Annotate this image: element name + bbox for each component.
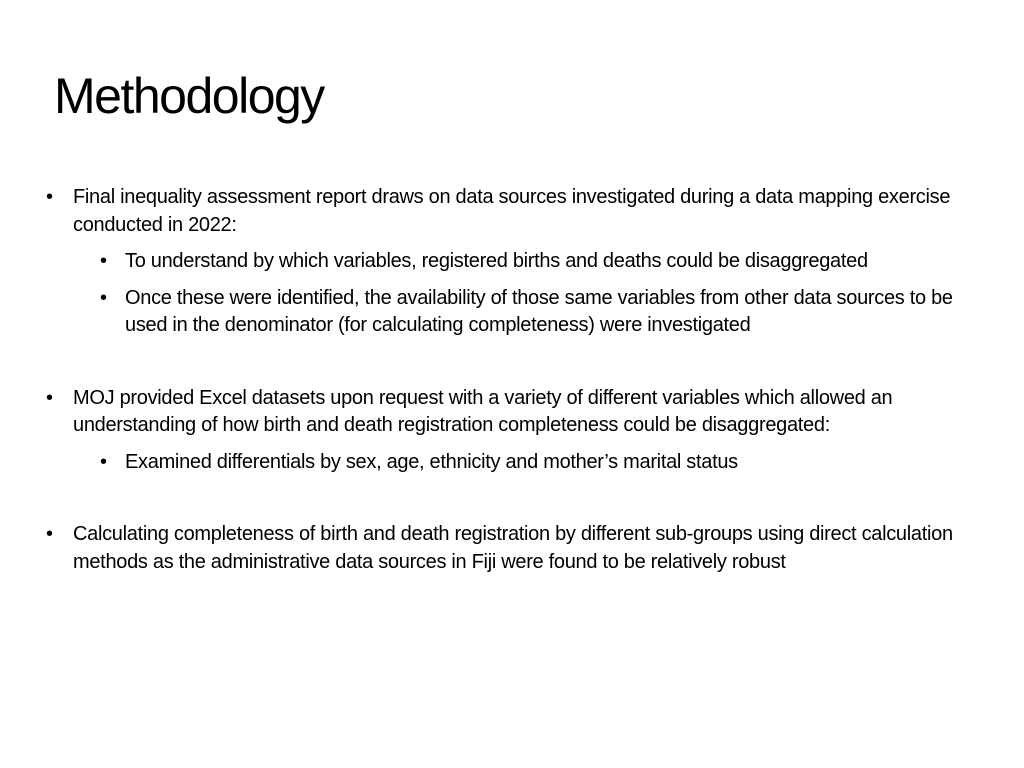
bullet-1 — [44, 184, 974, 239]
sub-bullet-dot: • — [100, 250, 107, 272]
bullet-1-sub-2-text: Once these were identified, the availability of those same variables from other data sources to be used in the denominator (for calculating completeness) were investigated — [125, 286, 953, 336]
bullet-1-sub-2 — [44, 285, 974, 340]
bullet-1-sub-1-text: To understand by which variables, registered births and deaths could be disaggregated — [125, 250, 868, 272]
bullet-dot: • — [46, 386, 53, 409]
bullet-3 — [44, 521, 974, 576]
slide-body — [44, 184, 974, 576]
bullet-2 — [44, 385, 974, 440]
slide-title: Methodology — [54, 68, 324, 124]
bullet-3-text: Calculating completeness of birth and death registration by different sub-groups using direct calculation methods as the administrative data sources in Fiji were found to be relatively robust — [73, 523, 953, 573]
bullet-dot: • — [46, 523, 53, 545]
bullet-2-sub-1 — [44, 449, 974, 477]
sub-bullet-dot: • — [100, 286, 107, 309]
bullet-2-sub-1-text: Examined differentials by sex, age, ethnicity and mother’s marital status — [125, 450, 738, 473]
bullet-1-sub-1 — [44, 248, 974, 276]
bullet-1-text: Final inequality assessment report draws on data sources investigated during a data mapping exercise conducted in 2022: — [73, 186, 951, 236]
bullet-dot: • — [46, 186, 53, 208]
sub-bullet-dot: • — [100, 450, 107, 473]
bullet-2-text: MOJ provided Excel datasets upon request with a variety of different variables which allowed an understanding of how birth and death registration completeness could be disaggregated: — [73, 386, 893, 436]
